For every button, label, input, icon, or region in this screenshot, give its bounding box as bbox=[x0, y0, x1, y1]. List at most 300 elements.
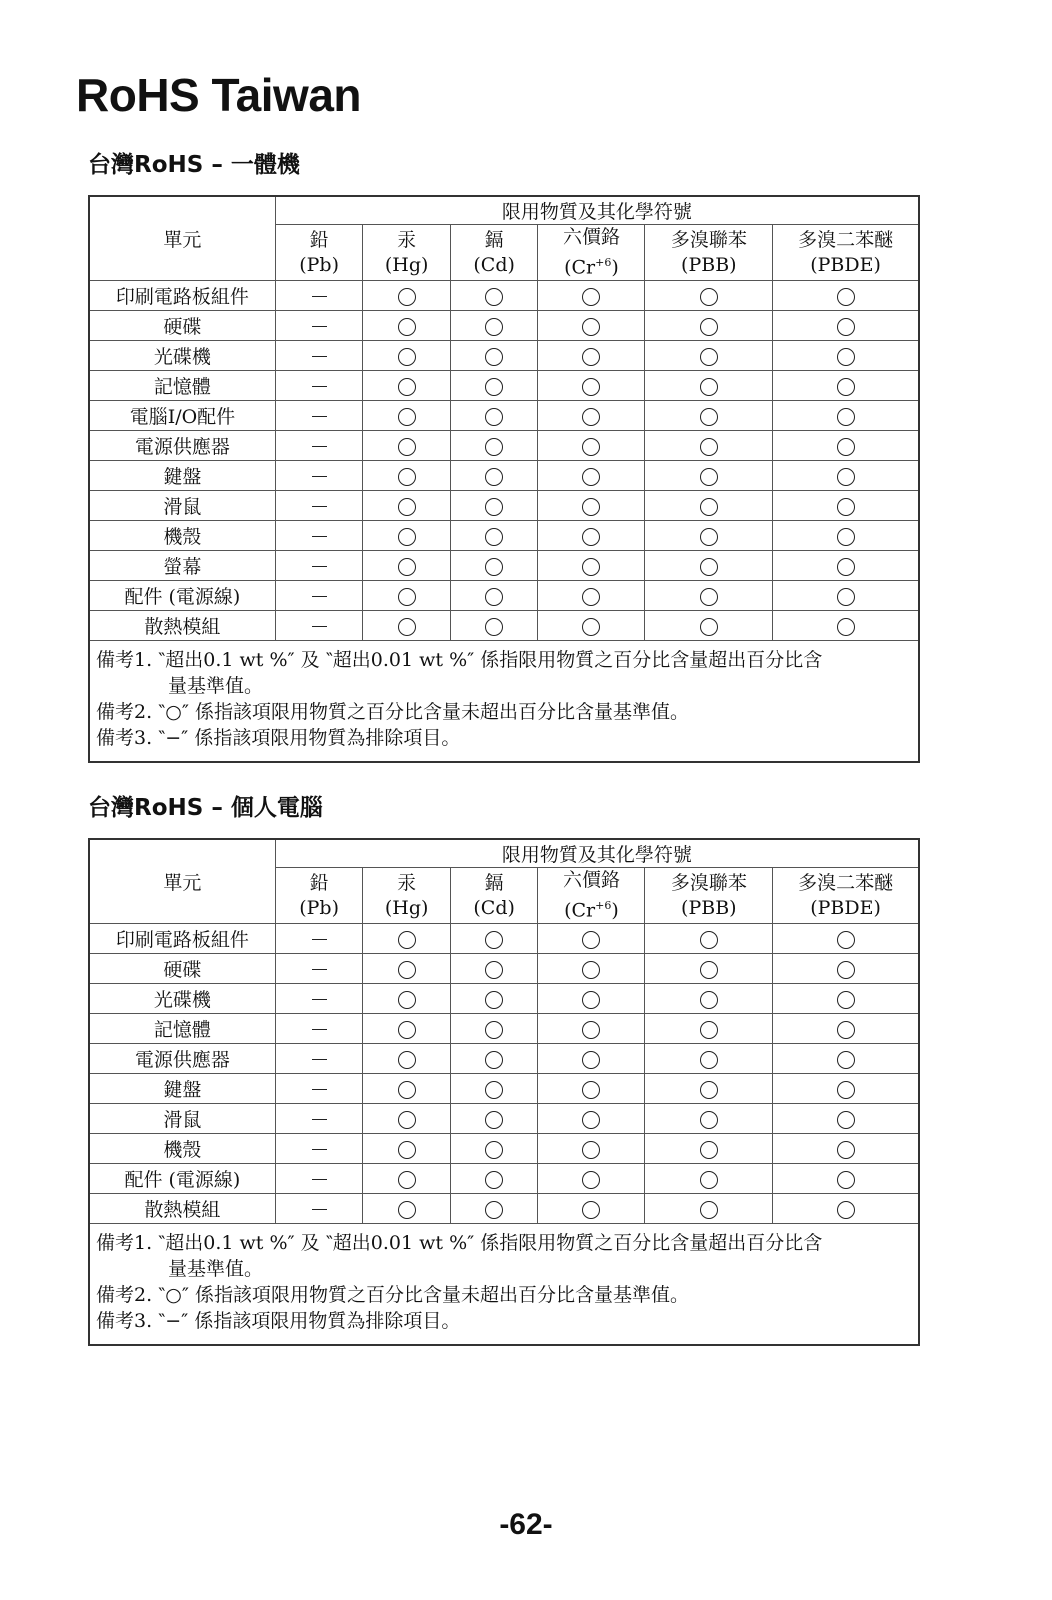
substance-cell bbox=[363, 281, 451, 311]
substance-cell bbox=[363, 1014, 451, 1044]
circle-mark-icon bbox=[837, 588, 855, 606]
substance-cell bbox=[773, 984, 919, 1014]
circle-mark-icon bbox=[582, 1021, 600, 1039]
circle-mark-icon bbox=[582, 618, 600, 636]
table-row bbox=[89, 491, 919, 521]
substance-cell bbox=[363, 491, 451, 521]
circle-mark-icon bbox=[398, 931, 416, 949]
substance-cell bbox=[773, 924, 919, 954]
circle-mark-icon bbox=[700, 1141, 718, 1159]
unit-name: 記憶體 bbox=[89, 371, 275, 401]
circle-mark-icon bbox=[398, 408, 416, 426]
notes-cell bbox=[89, 641, 919, 763]
substance-cell bbox=[363, 431, 451, 461]
circle-mark-icon bbox=[398, 1111, 416, 1129]
unit-name: 印刷電路板組件 bbox=[89, 924, 275, 954]
circle-mark-icon bbox=[837, 618, 855, 636]
circle-mark-icon bbox=[700, 288, 718, 306]
substance-cell bbox=[450, 281, 538, 311]
substance-cell bbox=[538, 1074, 645, 1104]
unit-name: 光碟機 bbox=[89, 341, 275, 371]
substance-cell bbox=[275, 1044, 363, 1074]
circle-mark-icon bbox=[485, 498, 503, 516]
unit-name: 硬碟 bbox=[89, 954, 275, 984]
table-row bbox=[89, 1104, 919, 1134]
rohs-table-personal-computer bbox=[88, 838, 920, 1346]
substance-cell bbox=[363, 521, 451, 551]
circle-mark-icon bbox=[700, 618, 718, 636]
circle-mark-icon bbox=[837, 438, 855, 456]
substance-cell bbox=[645, 1074, 773, 1104]
circle-mark-icon bbox=[485, 961, 503, 979]
substance-header-lead: 鉛 (Pb) bbox=[275, 225, 363, 281]
substance-cell bbox=[275, 281, 363, 311]
substance-header-chromium: 六價鉻 $(Cr^{+6})$ bbox=[538, 868, 645, 924]
circle-mark-icon bbox=[582, 588, 600, 606]
substance-cell bbox=[538, 1014, 645, 1044]
substance-cell bbox=[363, 1164, 451, 1194]
circle-mark-icon bbox=[700, 1021, 718, 1039]
circle-mark-icon bbox=[398, 318, 416, 336]
circle-mark-icon bbox=[485, 468, 503, 486]
circle-mark-icon bbox=[582, 288, 600, 306]
substance-cell bbox=[275, 401, 363, 431]
substance-cell bbox=[450, 1014, 538, 1044]
table-row bbox=[89, 581, 919, 611]
circle-mark-icon bbox=[398, 1021, 416, 1039]
table-row bbox=[89, 1194, 919, 1224]
substance-cell bbox=[275, 924, 363, 954]
circle-mark-icon bbox=[837, 1201, 855, 1219]
circle-mark-icon bbox=[837, 378, 855, 396]
circle-mark-icon bbox=[700, 408, 718, 426]
substance-cell bbox=[275, 1074, 363, 1104]
substance-cell bbox=[645, 1164, 773, 1194]
substance-cell bbox=[275, 431, 363, 461]
substance-header-mercury: 汞 (Hg) bbox=[363, 868, 451, 924]
circle-mark-icon bbox=[837, 1051, 855, 1069]
substance-cell bbox=[450, 401, 538, 431]
circle-mark-icon bbox=[398, 588, 416, 606]
circle-mark-icon bbox=[485, 408, 503, 426]
circle-mark-icon bbox=[485, 1171, 503, 1189]
substance-cell bbox=[275, 461, 363, 491]
notes-cell bbox=[89, 1224, 919, 1346]
circle-mark-icon bbox=[485, 618, 503, 636]
substance-cell bbox=[645, 341, 773, 371]
unit-header: 單元 bbox=[89, 196, 275, 281]
dash-mark-icon bbox=[312, 1059, 327, 1060]
substance-cell bbox=[773, 1134, 919, 1164]
substance-cell bbox=[645, 611, 773, 641]
unit-name: 配件 (電源線) bbox=[89, 581, 275, 611]
note-1: 備考1. ‶超出0.1 wt %″ 及 ‶超出0.01 wt %″ 係指限用物質之百分比含量超出百分比含 bbox=[96, 1232, 823, 1255]
substance-cell bbox=[363, 461, 451, 491]
substance-cell bbox=[363, 1194, 451, 1224]
unit-name: 電腦I/O配件 bbox=[89, 401, 275, 431]
dash-mark-icon bbox=[312, 1179, 327, 1180]
substance-cell bbox=[450, 371, 538, 401]
substance-cell bbox=[645, 1104, 773, 1134]
note-2: 備考2. ‶○″ 係指該項限用物質之百分比含量未超出百分比含量基準值。 bbox=[96, 701, 689, 724]
unit-header: 單元 bbox=[89, 839, 275, 924]
unit-name: 電源供應器 bbox=[89, 431, 275, 461]
table-row bbox=[89, 1134, 919, 1164]
substance-cell bbox=[645, 281, 773, 311]
substance-cell bbox=[275, 1134, 363, 1164]
table-row bbox=[89, 461, 919, 491]
circle-mark-icon bbox=[582, 1081, 600, 1099]
substance-cell bbox=[450, 491, 538, 521]
circle-mark-icon bbox=[582, 1051, 600, 1069]
substance-header-cadmium: 鎘 (Cd) bbox=[450, 868, 538, 924]
substance-cell bbox=[773, 1044, 919, 1074]
circle-mark-icon bbox=[398, 288, 416, 306]
circle-mark-icon bbox=[837, 528, 855, 546]
circle-mark-icon bbox=[837, 408, 855, 426]
circle-mark-icon bbox=[485, 1051, 503, 1069]
circle-mark-icon bbox=[700, 468, 718, 486]
dash-mark-icon bbox=[312, 356, 327, 357]
substance-cell bbox=[450, 1134, 538, 1164]
substance-cell bbox=[645, 551, 773, 581]
substance-cell bbox=[450, 1164, 538, 1194]
table-row bbox=[89, 551, 919, 581]
circle-mark-icon bbox=[485, 348, 503, 366]
unit-name: 螢幕 bbox=[89, 551, 275, 581]
unit-name: 滑鼠 bbox=[89, 491, 275, 521]
dash-mark-icon bbox=[312, 1149, 327, 1150]
rohs-table-all-in-one bbox=[88, 195, 920, 763]
circle-mark-icon bbox=[582, 378, 600, 396]
page-number: -62- bbox=[499, 1508, 553, 1541]
circle-mark-icon bbox=[485, 438, 503, 456]
circle-mark-icon bbox=[582, 1141, 600, 1159]
substance-cell bbox=[538, 311, 645, 341]
note-3: 備考3. ‶−″ 係指該項限用物質為排除項目。 bbox=[96, 1310, 461, 1333]
substance-group-header: 限用物質及其化學符號 bbox=[275, 839, 919, 868]
table-row bbox=[89, 1074, 919, 1104]
circle-mark-icon bbox=[485, 1021, 503, 1039]
substance-cell bbox=[363, 924, 451, 954]
substance-header-pbde: 多溴二苯醚 (PBDE) bbox=[773, 868, 919, 924]
circle-mark-icon bbox=[582, 408, 600, 426]
unit-name: 印刷電路板組件 bbox=[89, 281, 275, 311]
substance-cell bbox=[645, 1134, 773, 1164]
substance-cell bbox=[538, 1044, 645, 1074]
substance-cell bbox=[450, 1044, 538, 1074]
substance-cell bbox=[275, 1164, 363, 1194]
substance-cell bbox=[773, 1014, 919, 1044]
table-row bbox=[89, 984, 919, 1014]
table-row bbox=[89, 924, 919, 954]
dash-mark-icon bbox=[312, 506, 327, 507]
table-row bbox=[89, 371, 919, 401]
substance-header-mercury: 汞 (Hg) bbox=[363, 225, 451, 281]
note-1-cont: 量基準值。 bbox=[168, 1258, 264, 1281]
substance-cell bbox=[645, 984, 773, 1014]
substance-header-chromium: 六價鉻 $(Cr^{+6})$ bbox=[538, 225, 645, 281]
substance-cell bbox=[363, 401, 451, 431]
substance-cell bbox=[773, 311, 919, 341]
substance-cell bbox=[773, 551, 919, 581]
rohs-section-all-in-one bbox=[88, 145, 920, 763]
substance-cell bbox=[538, 341, 645, 371]
substance-cell bbox=[450, 984, 538, 1014]
substance-cell bbox=[773, 521, 919, 551]
substance-cell bbox=[363, 311, 451, 341]
substance-cell bbox=[275, 491, 363, 521]
unit-name: 記憶體 bbox=[89, 1014, 275, 1044]
circle-mark-icon bbox=[582, 1111, 600, 1129]
dash-mark-icon bbox=[312, 596, 327, 597]
substance-cell bbox=[773, 1194, 919, 1224]
substance-cell bbox=[450, 551, 538, 581]
unit-name: 鍵盤 bbox=[89, 1074, 275, 1104]
substance-cell bbox=[538, 491, 645, 521]
circle-mark-icon bbox=[485, 1141, 503, 1159]
circle-mark-icon bbox=[485, 1081, 503, 1099]
substance-cell bbox=[538, 281, 645, 311]
substance-cell bbox=[538, 924, 645, 954]
table-row bbox=[89, 311, 919, 341]
circle-mark-icon bbox=[398, 378, 416, 396]
substance-cell bbox=[645, 371, 773, 401]
substance-cell bbox=[645, 581, 773, 611]
substance-cell bbox=[450, 311, 538, 341]
table-row bbox=[89, 281, 919, 311]
page-title: RoHS Taiwan bbox=[76, 69, 362, 121]
circle-mark-icon bbox=[398, 961, 416, 979]
substance-cell bbox=[275, 954, 363, 984]
circle-mark-icon bbox=[398, 528, 416, 546]
dash-mark-icon bbox=[312, 296, 327, 297]
substance-cell bbox=[645, 1194, 773, 1224]
substance-cell bbox=[538, 551, 645, 581]
substance-cell bbox=[538, 1104, 645, 1134]
circle-mark-icon bbox=[485, 288, 503, 306]
table-row bbox=[89, 431, 919, 461]
table-row bbox=[89, 1044, 919, 1074]
unit-name: 散熱模組 bbox=[89, 611, 275, 641]
substance-cell bbox=[773, 1164, 919, 1194]
circle-mark-icon bbox=[837, 991, 855, 1009]
table-row bbox=[89, 1164, 919, 1194]
substance-cell bbox=[538, 461, 645, 491]
unit-name: 配件 (電源線) bbox=[89, 1164, 275, 1194]
circle-mark-icon bbox=[837, 1171, 855, 1189]
circle-mark-icon bbox=[582, 528, 600, 546]
substance-cell bbox=[363, 1044, 451, 1074]
dash-mark-icon bbox=[312, 536, 327, 537]
substance-cell bbox=[450, 431, 538, 461]
substance-cell bbox=[773, 581, 919, 611]
substance-cell bbox=[773, 371, 919, 401]
circle-mark-icon bbox=[582, 558, 600, 576]
substance-cell bbox=[450, 521, 538, 551]
note-2: 備考2. ‶○″ 係指該項限用物質之百分比含量未超出百分比含量基準值。 bbox=[96, 1284, 689, 1307]
substance-cell bbox=[450, 461, 538, 491]
substance-cell bbox=[538, 1134, 645, 1164]
dash-mark-icon bbox=[312, 1029, 327, 1030]
substance-cell bbox=[363, 581, 451, 611]
substance-cell bbox=[773, 611, 919, 641]
note-1: 備考1. ‶超出0.1 wt %″ 及 ‶超出0.01 wt %″ 係指限用物質之百分比含量超出百分比含 bbox=[96, 649, 823, 672]
circle-mark-icon bbox=[700, 1111, 718, 1129]
substance-cell bbox=[275, 371, 363, 401]
circle-mark-icon bbox=[398, 1141, 416, 1159]
substance-cell bbox=[275, 341, 363, 371]
circle-mark-icon bbox=[700, 498, 718, 516]
circle-mark-icon bbox=[398, 438, 416, 456]
substance-cell bbox=[363, 371, 451, 401]
circle-mark-icon bbox=[582, 991, 600, 1009]
substance-cell bbox=[275, 551, 363, 581]
circle-mark-icon bbox=[398, 348, 416, 366]
substance-cell bbox=[645, 924, 773, 954]
circle-mark-icon bbox=[700, 318, 718, 336]
dash-mark-icon bbox=[312, 1209, 327, 1210]
substance-cell bbox=[450, 1194, 538, 1224]
table-row bbox=[89, 1014, 919, 1044]
circle-mark-icon bbox=[837, 558, 855, 576]
circle-mark-icon bbox=[837, 348, 855, 366]
circle-mark-icon bbox=[582, 318, 600, 336]
table-row bbox=[89, 401, 919, 431]
unit-name: 鍵盤 bbox=[89, 461, 275, 491]
substance-cell bbox=[363, 954, 451, 984]
circle-mark-icon bbox=[398, 1081, 416, 1099]
substance-cell bbox=[275, 611, 363, 641]
circle-mark-icon bbox=[700, 1051, 718, 1069]
circle-mark-icon bbox=[582, 931, 600, 949]
substance-cell bbox=[275, 1194, 363, 1224]
unit-name: 滑鼠 bbox=[89, 1104, 275, 1134]
circle-mark-icon bbox=[582, 1171, 600, 1189]
circle-mark-icon bbox=[700, 1171, 718, 1189]
circle-mark-icon bbox=[582, 438, 600, 456]
circle-mark-icon bbox=[837, 1081, 855, 1099]
circle-mark-icon bbox=[700, 961, 718, 979]
substance-cell bbox=[538, 401, 645, 431]
circle-mark-icon bbox=[485, 378, 503, 396]
section-title: 台灣RoHS – 一體機 bbox=[88, 152, 300, 178]
circle-mark-icon bbox=[582, 961, 600, 979]
substance-cell bbox=[450, 1104, 538, 1134]
substance-cell bbox=[275, 1014, 363, 1044]
circle-mark-icon bbox=[398, 1171, 416, 1189]
table-row bbox=[89, 611, 919, 641]
circle-mark-icon bbox=[582, 1201, 600, 1219]
circle-mark-icon bbox=[485, 318, 503, 336]
circle-mark-icon bbox=[837, 1141, 855, 1159]
table-row bbox=[89, 521, 919, 551]
substance-cell bbox=[363, 1134, 451, 1164]
substance-cell bbox=[645, 431, 773, 461]
circle-mark-icon bbox=[837, 498, 855, 516]
circle-mark-icon bbox=[485, 1111, 503, 1129]
substance-cell bbox=[363, 611, 451, 641]
circle-mark-icon bbox=[837, 1021, 855, 1039]
section-title: 台灣RoHS – 個人電腦 bbox=[88, 795, 323, 821]
dash-mark-icon bbox=[312, 416, 327, 417]
dash-mark-icon bbox=[312, 566, 327, 567]
dash-mark-icon bbox=[312, 969, 327, 970]
dash-mark-icon bbox=[312, 999, 327, 1000]
dash-mark-icon bbox=[312, 476, 327, 477]
substance-cell bbox=[773, 1104, 919, 1134]
substance-cell bbox=[538, 611, 645, 641]
substance-cell bbox=[538, 1194, 645, 1224]
substance-cell bbox=[450, 954, 538, 984]
circle-mark-icon bbox=[582, 468, 600, 486]
substance-cell bbox=[645, 521, 773, 551]
dash-mark-icon bbox=[312, 1089, 327, 1090]
dash-mark-icon bbox=[312, 939, 327, 940]
unit-name: 電源供應器 bbox=[89, 1044, 275, 1074]
dash-mark-icon bbox=[312, 1119, 327, 1120]
substance-cell bbox=[538, 954, 645, 984]
substance-cell bbox=[773, 461, 919, 491]
circle-mark-icon bbox=[582, 348, 600, 366]
substance-cell bbox=[645, 491, 773, 521]
circle-mark-icon bbox=[700, 991, 718, 1009]
substance-cell bbox=[773, 341, 919, 371]
circle-mark-icon bbox=[837, 1111, 855, 1129]
substance-group-header: 限用物質及其化學符號 bbox=[275, 196, 919, 225]
circle-mark-icon bbox=[700, 528, 718, 546]
substance-cell bbox=[450, 611, 538, 641]
substance-cell bbox=[645, 1014, 773, 1044]
substance-header-pbde: 多溴二苯醚 (PBDE) bbox=[773, 225, 919, 281]
substance-cell bbox=[275, 311, 363, 341]
circle-mark-icon bbox=[700, 558, 718, 576]
substance-cell bbox=[645, 954, 773, 984]
substance-cell bbox=[450, 581, 538, 611]
substance-cell bbox=[363, 1104, 451, 1134]
circle-mark-icon bbox=[700, 1081, 718, 1099]
substance-header-lead: 鉛 (Pb) bbox=[275, 868, 363, 924]
substance-cell bbox=[645, 311, 773, 341]
circle-mark-icon bbox=[700, 378, 718, 396]
substance-cell bbox=[363, 341, 451, 371]
circle-mark-icon bbox=[837, 318, 855, 336]
table-row bbox=[89, 954, 919, 984]
substance-cell bbox=[363, 984, 451, 1014]
circle-mark-icon bbox=[398, 468, 416, 486]
dash-mark-icon bbox=[312, 446, 327, 447]
unit-name: 機殼 bbox=[89, 521, 275, 551]
circle-mark-icon bbox=[837, 931, 855, 949]
substance-cell bbox=[538, 431, 645, 461]
substance-cell bbox=[538, 581, 645, 611]
unit-name: 機殼 bbox=[89, 1134, 275, 1164]
substance-cell bbox=[773, 401, 919, 431]
circle-mark-icon bbox=[485, 558, 503, 576]
substance-cell bbox=[450, 1074, 538, 1104]
circle-mark-icon bbox=[700, 588, 718, 606]
dash-mark-icon bbox=[312, 386, 327, 387]
rohs-section-personal-computer bbox=[88, 788, 920, 1346]
circle-mark-icon bbox=[485, 991, 503, 1009]
circle-mark-icon bbox=[837, 961, 855, 979]
substance-cell bbox=[773, 491, 919, 521]
substance-cell bbox=[538, 1164, 645, 1194]
substance-cell bbox=[363, 551, 451, 581]
substance-cell bbox=[450, 341, 538, 371]
dash-mark-icon bbox=[312, 626, 327, 627]
dash-mark-icon bbox=[312, 326, 327, 327]
